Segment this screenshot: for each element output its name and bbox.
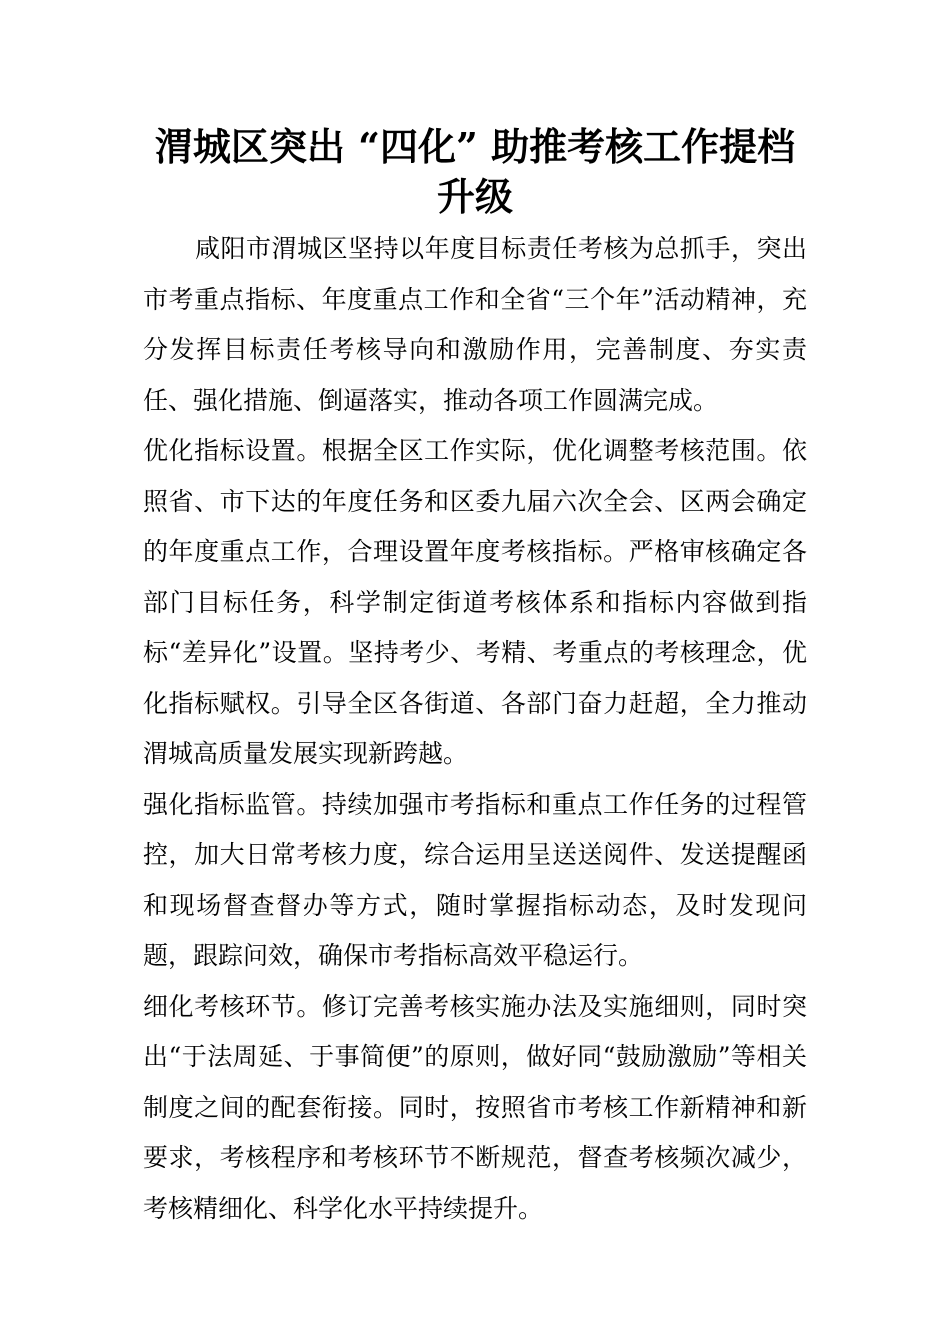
paragraph-strengthen-supervision: 强化指标监管。持续加强市考指标和重点工作任务的过程管控，加大日常考核力度，综合运用呈送送阅件、发送提醒函和现场督查督办等方式，随时掌握指标动态，及时发现问题，跟踪问效，确保市考指标高效平稳运行。 [143,789,807,970]
paragraph-refine-assessment: 细化考核环节。修订完善考核实施办法及实施细则，同时突出“于法周延、于事简便”的原则，做好同“鼓励激励”等相关制度之间的配套衔接。同时，按照省市考核工作新精神和新要求，考核程序和考核环节不断规范，督查考核频次减少，考核精细化、科学化水平持续提升。 [143,991,807,1223]
document-body [143,224,807,1234]
paragraph-intro: 咸阳市渭城区坚持以年度目标责任考核为总抓手，突出市考重点指标、年度重点工作和全省“三个年”活动精神，充分发挥目标责任考核导向和激励作用，完善制度、夯实责任、强化措施、倒逼落实，推动各项工作圆满完成。 [143,234,807,415]
paragraph-optimize-indicators: 优化指标设置。根据全区工作实际，优化调整考核范围。依照省、市下达的年度任务和区委九届六次全会、区两会确定的年度重点工作，合理设置年度考核指标。严格审核确定各部门目标任务，科学制定街道考核体系和指标内容做到指标“差异化”设置。坚持考少、考精、考重点的考核理念，优化指标赋权。引导全区各街道、各部门奋力赶超，全力推动渭城高质量发展实现新跨越。 [143,436,807,768]
document-title: 渭城区突出 “四化” 助推考核工作提档升级 [154,124,796,219]
